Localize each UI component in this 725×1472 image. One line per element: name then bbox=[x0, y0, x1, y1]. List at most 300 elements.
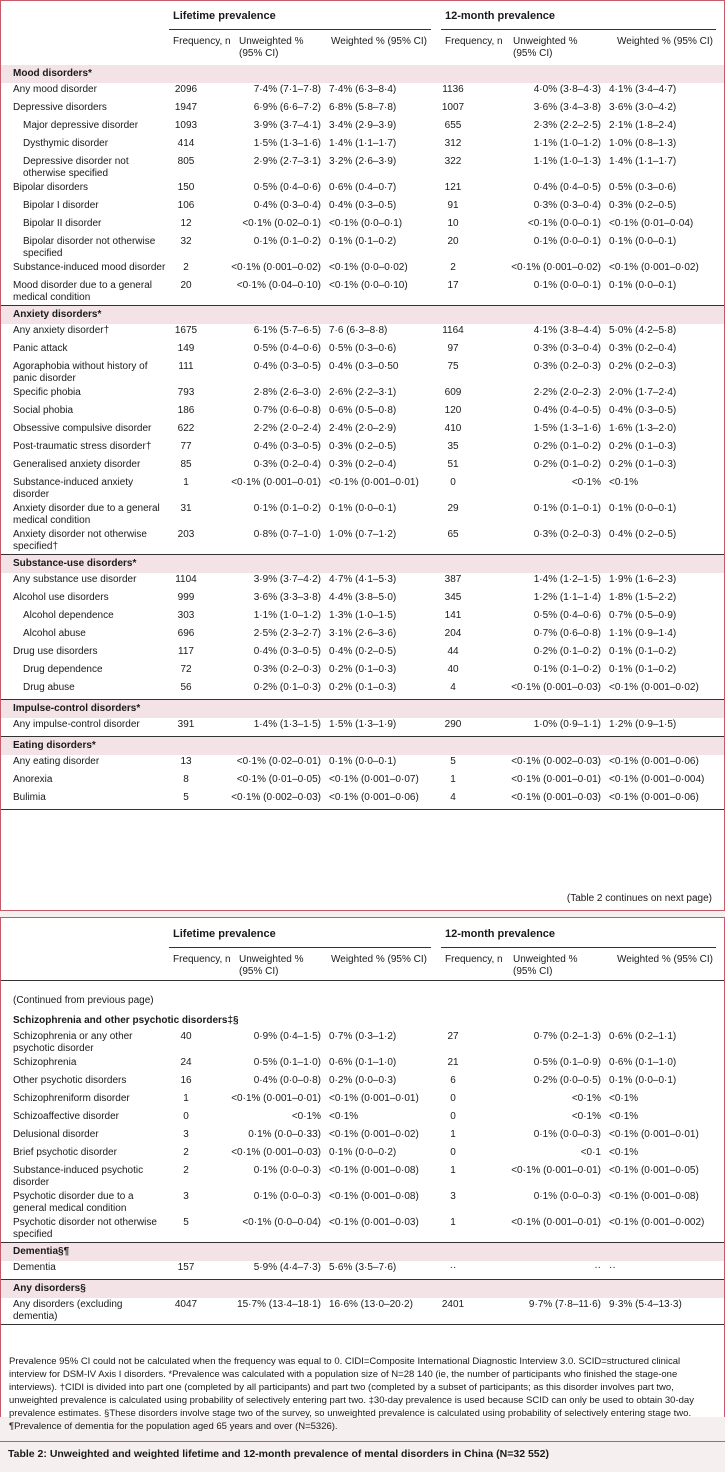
twelve-month-weighted: <0·1% (0·001–0·02) bbox=[605, 681, 724, 700]
lifetime-weighted: <0·1% (0·001–0·07) bbox=[329, 774, 419, 785]
col-unweighted-twelve: Unweighted % (95% CI) bbox=[513, 36, 578, 59]
row-label: Any disorders (excluding dementia) bbox=[1, 1298, 167, 1325]
lifetime-weighted: 7·6 (6·3–8·8) bbox=[329, 325, 388, 336]
twelve-month-weighted: 0·1% (0·0–0·1) bbox=[605, 279, 724, 306]
table-row bbox=[1, 1074, 724, 1092]
lifetime-unweighted: <0·1% (0·0–0·04) bbox=[225, 1216, 325, 1243]
lifetime-unweighted: 0·5% (0·1–1·0) bbox=[253, 1057, 321, 1068]
row-label: Obsessive compulsive disorder bbox=[13, 423, 152, 434]
lifetime-unweighted: 0·4% (0·3–0·5) bbox=[253, 441, 321, 452]
twelve-month-frequency: 290 bbox=[431, 718, 495, 737]
twelve-month-weighted: 0·5% (0·3–0·6) bbox=[609, 182, 677, 193]
lifetime-unweighted: 0·4% (0·3–0·5) bbox=[253, 361, 321, 372]
section-label: Eating disorders* bbox=[1, 737, 724, 756]
lifetime-unweighted: <0·1% (0·01–0·05) bbox=[236, 774, 321, 785]
twelve-month-weighted: <0·1% bbox=[609, 477, 639, 488]
twelve-month-frequency: 35 bbox=[447, 441, 459, 452]
lifetime-frequency: 31 bbox=[180, 503, 192, 514]
table-row bbox=[1, 217, 724, 235]
row-label: Schizophrenia bbox=[13, 1057, 77, 1068]
table-row bbox=[1, 681, 724, 700]
lifetime-frequency: 85 bbox=[180, 459, 192, 470]
twelve-month-frequency: 27 bbox=[447, 1031, 459, 1042]
lifetime-frequency: 13 bbox=[180, 756, 192, 767]
lifetime-unweighted: 0·5% (0·4–0·6) bbox=[253, 343, 321, 354]
lifetime-weighted: 1·0% (0·7–1·2) bbox=[325, 528, 431, 555]
col-unweighted-twelve-2: Unweighted % (95% CI) bbox=[513, 954, 578, 977]
table-row bbox=[1, 324, 724, 342]
lifetime-frequency: 117 bbox=[178, 646, 194, 657]
table-row bbox=[1, 1056, 724, 1074]
twelve-month-unweighted: <0·1% bbox=[571, 1093, 601, 1104]
col-weighted-twelve-2: Weighted % (95% CI) bbox=[617, 954, 713, 965]
twelve-month-frequency: ·· bbox=[431, 1261, 495, 1280]
table-row bbox=[1, 101, 724, 119]
twelve-month-unweighted: <0·1% (0·001–0·03) bbox=[495, 791, 605, 810]
lifetime-frequency: 0 bbox=[183, 1111, 189, 1122]
twelve-month-unweighted: 0·1% (0·1–0·2) bbox=[533, 664, 601, 675]
lifetime-frequency: 1 bbox=[183, 477, 189, 488]
twelve-month-weighted: 5·0% (4·2–5·8) bbox=[609, 325, 677, 336]
twelve-month-unweighted: 9·7% (7·8–11·6) bbox=[495, 1298, 605, 1325]
lifetime-weighted: 1·4% (1·1–1·7) bbox=[329, 138, 397, 149]
twelve-month-weighted: 9·3% (5·4–13·3) bbox=[605, 1298, 724, 1325]
twelve-month-unweighted: <0·1% (0·001–0·01) bbox=[511, 774, 601, 785]
table-row bbox=[1, 1261, 724, 1280]
table-row bbox=[1, 663, 724, 681]
twelve-month-unweighted: 1·4% (1·2–1·5) bbox=[533, 574, 601, 585]
twelve-month-weighted: 1·1% (0·9–1·4) bbox=[609, 628, 677, 639]
twelve-month-frequency: 2 bbox=[450, 262, 456, 273]
table-row bbox=[1, 279, 724, 306]
table-row bbox=[1, 119, 724, 137]
caption-rule bbox=[0, 1441, 725, 1442]
lifetime-unweighted: 1·4% (1·3–1·5) bbox=[225, 718, 325, 737]
table-row bbox=[1, 476, 724, 502]
table-row bbox=[1, 386, 724, 404]
lifetime-weighted: 4·7% (4·1–5·3) bbox=[329, 574, 397, 585]
lifetime-unweighted: 3·6% (3·3–3·8) bbox=[253, 592, 321, 603]
table-row bbox=[1, 440, 724, 458]
lifetime-weighted: 3·4% (2·9–3·9) bbox=[329, 120, 397, 131]
twelve-month-frequency: 6 bbox=[450, 1075, 456, 1086]
lifetime-frequency: 56 bbox=[167, 681, 225, 700]
twelve-month-frequency: 121 bbox=[444, 182, 462, 193]
twelve-month-weighted: 3·6% (3·0–4·2) bbox=[609, 102, 677, 113]
table-row bbox=[1, 1128, 724, 1146]
lifetime-weighted: 0·1% (0·0–0·1) bbox=[329, 503, 397, 514]
row-label: Specific phobia bbox=[13, 387, 81, 398]
twelve-month-weighted: 0·6% (0·1–1·0) bbox=[609, 1057, 677, 1068]
twelve-month-weighted: 0·1% (0·1–0·2) bbox=[609, 664, 677, 675]
table-row bbox=[1, 502, 724, 528]
twelve-month-unweighted: 0·3% (0·2–0·3) bbox=[533, 361, 601, 372]
twelve-month-unweighted: 0·3% (0·3–0·4) bbox=[533, 343, 601, 354]
table-row bbox=[1, 528, 724, 555]
lifetime-unweighted: 0·1% (0·1–0·2) bbox=[253, 236, 321, 247]
row-label: Depressive disorder not otherwise specified bbox=[23, 156, 129, 179]
col-freq-twelve: Frequency, n bbox=[445, 36, 503, 47]
twelve-month-weighted: 1·2% (0·9–1·5) bbox=[605, 718, 724, 737]
lifetime-unweighted: 2·8% (2·6–3·0) bbox=[253, 387, 321, 398]
twelve-month-unweighted: <0·1% (0·0–0·1) bbox=[527, 218, 601, 229]
lifetime-unweighted: <0·1% (0·02–0·01) bbox=[236, 756, 321, 767]
table-caption: Table 2: Unweighted and weighted lifetime and 12-month prevalence of mental disorders in China (N=32 552) bbox=[8, 1448, 549, 1460]
lifetime-frequency: 2096 bbox=[174, 84, 198, 95]
lifetime-unweighted: 6·1% (5·7–6·5) bbox=[253, 325, 321, 336]
row-label: Bipolar II disorder bbox=[23, 218, 102, 229]
table-row bbox=[1, 1146, 724, 1164]
twelve-month-weighted: 1·8% (1·5–2·2) bbox=[609, 592, 677, 603]
twelve-month-unweighted: 0·2% (0·1–0·2) bbox=[533, 441, 601, 452]
lifetime-frequency: 1675 bbox=[174, 325, 198, 336]
twelve-month-frequency: 312 bbox=[444, 138, 462, 149]
lifetime-unweighted: 0·5% (0·4–0·6) bbox=[253, 182, 321, 193]
lifetime-weighted: 7·4% (6·3–8·4) bbox=[329, 84, 397, 95]
twelve-month-weighted: 0·1% (0·1–0·2) bbox=[609, 646, 677, 657]
row-label: Substance-induced mood disorder bbox=[13, 262, 166, 273]
lifetime-unweighted: <0·1% (0·002–0·03) bbox=[225, 791, 325, 810]
twelve-month-frequency: 4 bbox=[431, 681, 495, 700]
twelve-month-weighted: 0·4% (0·2–0·5) bbox=[605, 528, 724, 555]
lifetime-unweighted: 2·5% (2·3–2·7) bbox=[253, 628, 321, 639]
row-label: Any substance use disorder bbox=[13, 574, 137, 585]
twelve-month-weighted: <0·1% (0·001–0·08) bbox=[609, 1191, 699, 1202]
row-label: Dysthymic disorder bbox=[23, 138, 109, 149]
lifetime-frequency: 793 bbox=[177, 387, 195, 398]
lifetime-frequency: 111 bbox=[178, 361, 194, 372]
lifetime-frequency: 1 bbox=[183, 1093, 189, 1104]
table-row bbox=[1, 404, 724, 422]
section-header bbox=[1, 1243, 724, 1262]
twelve-month-frequency: 51 bbox=[447, 459, 459, 470]
lifetime-unweighted: 1·5% (1·3–1·6) bbox=[253, 138, 321, 149]
twelve-month-frequency: 387 bbox=[444, 574, 462, 585]
lifetime-unweighted: 0·4% (0·3–0·5) bbox=[253, 646, 321, 657]
twelve-month-rule bbox=[441, 29, 716, 30]
section-label: Substance-use disorders* bbox=[1, 555, 724, 574]
twelve-month-frequency: 1 bbox=[450, 774, 456, 785]
twelve-month-weighted: ·· bbox=[605, 1261, 724, 1280]
twelve-month-frequency: 2401 bbox=[431, 1298, 495, 1325]
twelve-month-frequency: 1 bbox=[450, 1129, 456, 1140]
twelve-month-weighted: 0·2% (0·2–0·3) bbox=[609, 361, 677, 372]
twelve-month-weighted: 0·1% (0·0–0·1) bbox=[609, 1075, 677, 1086]
lifetime-frequency: 2 bbox=[183, 1147, 189, 1158]
lifetime-unweighted: 15·7% (13·4–18·1) bbox=[225, 1298, 325, 1325]
header-bottom-rule-2 bbox=[1, 980, 724, 981]
lifetime-weighted: <0·1% (0·001–0·08) bbox=[329, 1165, 419, 1176]
lifetime-frequency: 1947 bbox=[174, 102, 198, 113]
row-label: Anorexia bbox=[13, 774, 53, 785]
twelve-month-unweighted: ·· bbox=[495, 1261, 605, 1280]
lifetime-frequency: 303 bbox=[177, 610, 195, 621]
lifetime-frequency: 622 bbox=[177, 423, 195, 434]
twelve-month-weighted: 1·0% (0·8–1·3) bbox=[609, 138, 677, 149]
table-row bbox=[1, 1190, 724, 1216]
table-row bbox=[1, 235, 724, 261]
table-row bbox=[1, 155, 724, 181]
row-label: Dementia bbox=[1, 1261, 167, 1280]
lifetime-weighted: 2·6% (2·2–3·1) bbox=[329, 387, 397, 398]
table-row bbox=[1, 755, 724, 773]
lifetime-frequency: 4047 bbox=[167, 1298, 225, 1325]
twelve-month-frequency: 0 bbox=[450, 1111, 456, 1122]
lifetime-weighted: 3·1% (2·6–3·6) bbox=[329, 628, 397, 639]
twelve-month-unweighted: 0·2% (0·0–0·5) bbox=[533, 1075, 601, 1086]
lifetime-weighted: 0·6% (0·5–0·8) bbox=[329, 405, 397, 416]
twelve-month-weighted: 1·4% (1·1–1·7) bbox=[609, 156, 677, 167]
table-row bbox=[1, 1110, 724, 1128]
table-row bbox=[1, 645, 724, 663]
lifetime-unweighted: <0·1% (0·001–0·02) bbox=[231, 262, 321, 273]
lifetime-weighted: <0·1% (0·001–0·08) bbox=[329, 1191, 419, 1202]
col-weighted-twelve: Weighted % (95% CI) bbox=[617, 36, 713, 47]
row-label: Drug use disorders bbox=[13, 646, 98, 657]
twelve-month-frequency: 1164 bbox=[442, 325, 464, 336]
row-label: Any impulse-control disorder bbox=[1, 718, 167, 737]
lifetime-unweighted: 1·1% (1·0–1·2) bbox=[253, 610, 321, 621]
lifetime-weighted: 0·6% (0·1–1·0) bbox=[329, 1057, 397, 1068]
lifetime-unweighted: 5·9% (4·4–7·3) bbox=[225, 1261, 325, 1280]
lifetime-frequency: 72 bbox=[180, 664, 192, 675]
lifetime-weighted: 0·2% (0·1–0·3) bbox=[325, 681, 431, 700]
lifetime-weighted: 0·6% (0·4–0·7) bbox=[329, 182, 397, 193]
lifetime-unweighted: <0·1% (0·02–0·1) bbox=[242, 218, 321, 229]
twelve-month-frequency: 345 bbox=[444, 592, 462, 603]
lifetime-weighted: 6·8% (5·8–7·8) bbox=[329, 102, 397, 113]
section-header bbox=[1, 1280, 724, 1299]
row-label: Anxiety disorder not otherwise specified† bbox=[1, 528, 167, 555]
twelve-month-frequency: 91 bbox=[447, 200, 459, 211]
row-label: Schizoaffective disorder bbox=[13, 1111, 119, 1122]
twelve-month-unweighted: <0·1 bbox=[580, 1147, 601, 1158]
twelve-month-unweighted: 0·5% (0·4–0·6) bbox=[533, 610, 601, 621]
lifetime-frequency: 186 bbox=[177, 405, 195, 416]
twelve-month-frequency: 0 bbox=[450, 1093, 456, 1104]
twelve-month-frequency: 17 bbox=[431, 279, 495, 306]
section-label: Any disorders§ bbox=[1, 1280, 724, 1299]
lifetime-frequency: 12 bbox=[180, 218, 192, 229]
col-unweighted-lifetime-2: Unweighted % (95% CI) bbox=[239, 954, 304, 977]
lifetime-weighted: 0·4% (0·3–0·50 bbox=[329, 361, 399, 372]
table-row bbox=[1, 422, 724, 440]
row-label: Psychotic disorder not otherwise specified bbox=[1, 1216, 167, 1243]
table-row bbox=[1, 718, 724, 737]
twelve-month-weighted: 0·4% (0·3–0·5) bbox=[609, 405, 677, 416]
section-label: Schizophrenia and other psychotic disorders‡§ bbox=[1, 1012, 724, 1030]
section-header bbox=[1, 555, 724, 574]
row-label: Post-traumatic stress disorder† bbox=[13, 441, 152, 452]
twelve-month-unweighted: <0·1% (0·001–0·01) bbox=[495, 1216, 605, 1243]
lifetime-frequency: 32 bbox=[180, 236, 192, 247]
twelve-month-unweighted: 1·1% (1·0–1·2) bbox=[533, 138, 601, 149]
twelve-month-weighted: <0·1% (0·001–0·02) bbox=[609, 262, 699, 273]
row-label: Schizophreniform disorder bbox=[13, 1093, 130, 1104]
twelve-month-weighted: <0·1% (0·001–0·06) bbox=[609, 756, 699, 767]
twelve-month-weighted: 0·2% (0·1–0·3) bbox=[609, 459, 677, 470]
twelve-month-weighted: 0·7% (0·5–0·9) bbox=[609, 610, 677, 621]
row-label: Drug dependence bbox=[23, 664, 103, 675]
lifetime-unweighted: 0·7% (0·6–0·8) bbox=[253, 405, 321, 416]
lifetime-weighted: <0·1% (0·001–0·03) bbox=[325, 1216, 431, 1243]
twelve-month-frequency: 1007 bbox=[441, 102, 465, 113]
twelve-month-unweighted: 1·1% (1·0–1·3) bbox=[533, 156, 601, 167]
lifetime-unweighted: 0·2% (0·1–0·3) bbox=[225, 681, 325, 700]
twelve-month-unweighted: 0·7% (0·6–0·8) bbox=[533, 628, 601, 639]
lifetime-frequency: 149 bbox=[177, 343, 195, 354]
lifetime-frequency: 8 bbox=[183, 774, 189, 785]
twelve-month-frequency: 97 bbox=[447, 343, 459, 354]
twelve-month-weighted: 2·0% (1·7–2·4) bbox=[609, 387, 677, 398]
twelve-month-frequency: 40 bbox=[447, 664, 459, 675]
twelve-month-frequency: 4 bbox=[431, 791, 495, 810]
lifetime-weighted: 1·5% (1·3–1·9) bbox=[325, 718, 431, 737]
twelve-month-weighted: 0·1% (0·0–0·1) bbox=[609, 503, 677, 514]
section-header bbox=[1, 1012, 724, 1030]
lifetime-weighted: 0·4% (0·2–0·5) bbox=[329, 646, 397, 657]
twelve-month-weighted: <0·1% (0·001–0·05) bbox=[609, 1165, 699, 1176]
twelve-month-unweighted: <0·1% (0·001–0·02) bbox=[511, 262, 601, 273]
twelve-month-frequency: 44 bbox=[447, 646, 459, 657]
lifetime-weighted: <0·1% (0·001–0·06) bbox=[325, 791, 431, 810]
lifetime-frequency: 203 bbox=[167, 528, 225, 555]
table-row bbox=[1, 1298, 724, 1325]
row-label: Psychotic disorder due to a general medical condition bbox=[13, 1191, 134, 1214]
table-row bbox=[1, 199, 724, 217]
lifetime-frequency: 5 bbox=[167, 1216, 225, 1243]
lifetime-weighted: 0·1% (0·0–0·2) bbox=[329, 1147, 397, 1158]
section-label: Anxiety disorders* bbox=[1, 306, 724, 325]
lifetime-frequency: 16 bbox=[180, 1075, 192, 1086]
twelve-month-unweighted: 0·1% (0·0–0·1) bbox=[495, 279, 605, 306]
col-weighted-lifetime: Weighted % (95% CI) bbox=[331, 36, 427, 47]
row-label: Bipolar disorder not otherwise specified bbox=[23, 236, 156, 259]
row-label: Brief psychotic disorder bbox=[13, 1147, 117, 1158]
row-label: Alcohol dependence bbox=[23, 610, 114, 621]
lifetime-frequency: 2 bbox=[183, 1165, 189, 1176]
lifetime-weighted: 16·6% (13·0–20·2) bbox=[325, 1298, 431, 1325]
twelve-month-unweighted: 2·2% (2·0–2·3) bbox=[533, 387, 601, 398]
lifetime-weighted: 0·2% (0·1–0·3) bbox=[329, 664, 397, 675]
row-label: Major depressive disorder bbox=[23, 120, 139, 131]
twelve-month-frequency: 1 bbox=[450, 1165, 456, 1176]
table-row bbox=[1, 773, 724, 791]
twelve-month-weighted: 0·2% (0·1–0·3) bbox=[609, 441, 677, 452]
row-label: Delusional disorder bbox=[13, 1129, 99, 1140]
section-label: Impulse-control disorders* bbox=[1, 700, 724, 719]
twelve-month-weighted: 0·1% (0·0–0·1) bbox=[609, 236, 677, 247]
lifetime-weighted: 5·6% (3·5–7·6) bbox=[325, 1261, 431, 1280]
table-row bbox=[1, 261, 724, 279]
row-label: Other psychotic disorders bbox=[13, 1075, 127, 1086]
table-row bbox=[1, 342, 724, 360]
lifetime-unweighted: 0·4% (0·0–0·8) bbox=[253, 1075, 321, 1086]
table-row bbox=[1, 791, 724, 810]
twelve-month-unweighted: <0·1% (0·002–0·03) bbox=[511, 756, 601, 767]
twelve-month-unweighted: 0·3% (0·2–0·3) bbox=[495, 528, 605, 555]
lifetime-weighted: <0·1% (0·001–0·01) bbox=[329, 1093, 419, 1104]
lifetime-weighted: 4·4% (3·8–5·0) bbox=[329, 592, 397, 603]
lifetime-unweighted: 0·8% (0·7–1·0) bbox=[225, 528, 325, 555]
row-label: Mood disorder due to a general medical condition bbox=[1, 279, 167, 306]
lifetime-unweighted: 3·9% (3·7–4·2) bbox=[253, 574, 321, 585]
row-label: Bulimia bbox=[1, 791, 167, 810]
lifetime-weighted: <0·1% bbox=[329, 1111, 359, 1122]
row-label: Any mood disorder bbox=[13, 84, 97, 95]
lifetime-weighted: 0·1% (0·1–0·2) bbox=[329, 236, 397, 247]
lifetime-frequency: 805 bbox=[177, 156, 195, 167]
twelve-month-unweighted: <0·1% bbox=[571, 1111, 601, 1122]
twelve-month-unweighted: 1·5% (1·3–1·6) bbox=[533, 423, 601, 434]
table-continues-note: (Table 2 continues on next page) bbox=[566, 893, 712, 904]
lifetime-unweighted: <0·1% (0·001–0·03) bbox=[231, 1147, 321, 1158]
lifetime-weighted: <0·1% (0·001–0·02) bbox=[329, 1129, 419, 1140]
lifetime-weighted: <0·1% (0·0–0·02) bbox=[329, 262, 408, 273]
twelve-month-header-2: 12-month prevalence bbox=[445, 928, 556, 940]
lifetime-rule-2 bbox=[169, 947, 431, 948]
lifetime-weighted: <0·1% (0·001–0·01) bbox=[329, 477, 419, 488]
lifetime-unweighted: 2·2% (2·0–2·4) bbox=[253, 423, 321, 434]
lifetime-weighted: 0·3% (0·2–0·5) bbox=[329, 441, 397, 452]
table-page-2 bbox=[0, 917, 725, 1432]
twelve-month-unweighted: <0·1% (0·001–0·01) bbox=[511, 1165, 601, 1176]
row-label: Drug abuse bbox=[1, 681, 167, 700]
twelve-month-frequency: 20 bbox=[447, 236, 459, 247]
twelve-month-frequency: 3 bbox=[450, 1191, 456, 1202]
twelve-month-unweighted: 3·6% (3·4–3·8) bbox=[533, 102, 601, 113]
lifetime-header: Lifetime prevalence bbox=[173, 10, 276, 22]
section-label: Mood disorders* bbox=[1, 65, 724, 83]
row-label: Any eating disorder bbox=[13, 756, 100, 767]
twelve-month-header: 12-month prevalence bbox=[445, 10, 556, 22]
twelve-month-weighted: 0·3% (0·2–0·5) bbox=[609, 200, 677, 211]
row-label: Agoraphobia without history of panic disorder bbox=[13, 361, 148, 384]
twelve-month-weighted: <0·1% (0·001–0·06) bbox=[605, 791, 724, 810]
twelve-month-frequency: 1136 bbox=[442, 84, 464, 95]
twelve-month-unweighted: 4·1% (3·8–4·4) bbox=[533, 325, 601, 336]
col-unweighted-lifetime: Unweighted % (95% CI) bbox=[239, 36, 304, 59]
lifetime-rule bbox=[169, 29, 431, 30]
lifetime-unweighted: 0·1% (0·0–0·3) bbox=[253, 1191, 321, 1202]
twelve-month-weighted: 0·6% (0·2–1·1) bbox=[609, 1031, 677, 1042]
twelve-month-unweighted: 0·3% (0·3–0·4) bbox=[533, 200, 601, 211]
row-label: Alcohol abuse bbox=[23, 628, 86, 639]
row-label: Substance-induced psychotic disorder bbox=[13, 1165, 144, 1188]
twelve-month-frequency: 120 bbox=[444, 405, 462, 416]
twelve-month-frequency: 75 bbox=[447, 361, 459, 372]
twelve-month-weighted: 0·3% (0·2–0·4) bbox=[609, 343, 677, 354]
row-label: Anxiety disorder due to a general medical condition bbox=[13, 503, 160, 526]
lifetime-unweighted: 0·3% (0·2–0·4) bbox=[253, 459, 321, 470]
lifetime-weighted: 0·5% (0·3–0·6) bbox=[329, 343, 397, 354]
twelve-month-unweighted: 0·4% (0·4–0·5) bbox=[533, 405, 601, 416]
twelve-month-weighted: <0·1% (0·001–0·004) bbox=[609, 774, 705, 785]
twelve-month-unweighted: <0·1% (0·001–0·03) bbox=[495, 681, 605, 700]
twelve-month-frequency: 609 bbox=[444, 387, 462, 398]
continued-note: (Continued from previous page) bbox=[13, 995, 154, 1006]
twelve-month-unweighted: <0·1% bbox=[571, 477, 601, 488]
row-label: Schizophrenia or any other psychotic disorder bbox=[13, 1031, 133, 1054]
lifetime-weighted: 0·4% (0·3–0·5) bbox=[329, 200, 397, 211]
prevalence-table-part2 bbox=[1, 1012, 724, 1325]
lifetime-unweighted: <0·1% (0·04–0·10) bbox=[225, 279, 325, 306]
lifetime-unweighted: 0·1% (0·0–0·3) bbox=[253, 1165, 321, 1176]
twelve-month-frequency: 29 bbox=[447, 503, 459, 514]
table-row bbox=[1, 609, 724, 627]
row-label: Social phobia bbox=[13, 405, 74, 416]
twelve-month-unweighted: 1·2% (1·1–1·4) bbox=[533, 592, 601, 603]
